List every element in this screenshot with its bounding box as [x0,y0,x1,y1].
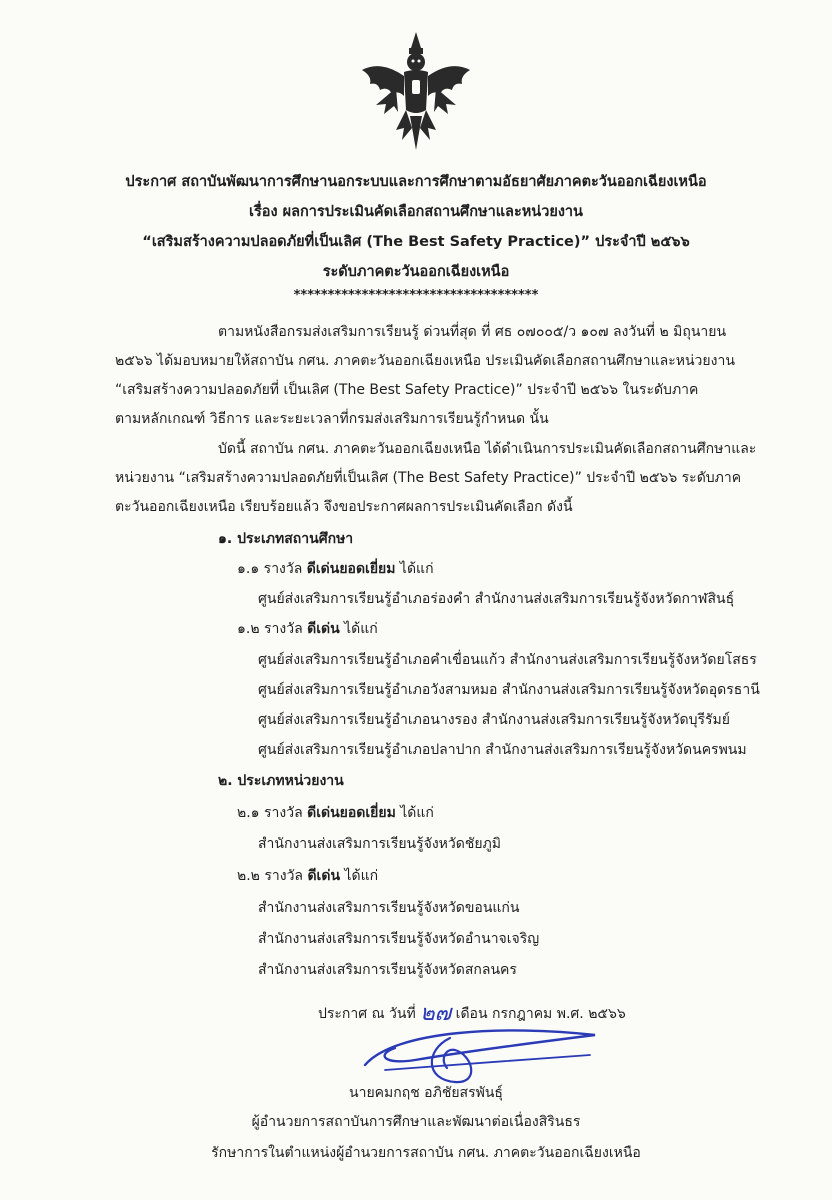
campaign-title: “เสริมสร้างความปลอดภัยที่เป็นเลิศ (The Best Safety Practice)” ประจำปี ๒๕๖๖ [142,234,690,250]
award-1-2-prefix: ๑.๒ รางวัล [237,621,303,637]
paragraph-1-line-4: ตามหลักเกณฑ์ วิธีการ และระยะเวลาที่กรมส่งเสริมการเรียนรู้กำหนด นั้น [115,411,549,427]
signature-mark [355,1010,605,1090]
award-1-1-prefix: ๑.๑ รางวัล [237,561,303,577]
announcement-subject: เรื่อง ผลการประเมินคัดเลือกสถานศึกษาและหน่วยงาน [249,204,583,220]
award-1-1-line [237,558,434,580]
award-2-2-prefix: ๒.๒ รางวัล [237,868,304,884]
level-title: ระดับภาคตะวันออกเฉียงเหนือ [322,264,510,280]
award-2-1-prefix: ๒.๑ รางวัล [237,805,303,821]
date-day-handwritten: ๒๗ [420,1001,452,1026]
paragraph-1-line-2: ๒๕๖๖ ได้มอบหมายให้สถาบัน กศน. ภาคตะวันออกเฉียงเหนือ ประเมินคัดเลือกสถานศึกษาและหน่วยงาน [115,353,735,369]
section-1-heading: ๑. ประเภทสถานศึกษา [218,531,354,547]
separator: ************************************ [293,288,539,303]
date-prefix: ประกาศ ณ วันที่ [318,1006,416,1022]
award-2-2-suffix: ได้แก่ [344,868,379,884]
paragraph-2-line-1: บัดนี้ สถาบัน กศน. ภาคตะวันออกเฉียงเหนือ ได้ดำเนินการประเมินคัดเลือกสถานศึกษาและ [218,441,757,457]
award-1-1-name: ดีเด่นยอดเยี่ยม [306,561,396,577]
paragraph-2-line-2: หน่วยงาน “เสริมสร้างความปลอดภัยที่เป็นเลิศ (The Best Safety Practice)” ประจำปี ๒๕๖๖ ระดับภาค [115,470,742,486]
award-2-1-line [237,802,434,824]
signer-title: ผู้อำนวยการสถาบันการศึกษาและพัฒนาต่อเนื่องสิรินธร [251,1114,581,1130]
list-item: ศูนย์ส่งเสริมการเรียนรู้อำเภอคำเขื่อนแก้ว สำนักงานส่งเสริมการเรียนรู้จังหวัดยโสธร [258,652,757,668]
paragraph-2-line-3: ตะวันออกเฉียงเหนือ เรียบร้อยแล้ว จึงขอประกาศผลการประเมินคัดเลือก ดังนี้ [115,499,573,515]
award-1-2-line [237,618,378,640]
award-1-1-suffix: ได้แก่ [399,561,434,577]
list-item: สำนักงานส่งเสริมการเรียนรู้จังหวัดขอนแก่น [258,900,520,916]
paragraph-1-line-3: “เสริมสร้างความปลอดภัยที่ เป็นเลิศ (The Best Safety Practice)” ประจำปี ๒๕๖๖ ในระดับภาค [115,382,699,398]
award-1-2-name: ดีเด่น [307,621,340,637]
list-item: ศูนย์ส่งเสริมการเรียนรู้อำเภอปลาปาก สำนักงานส่งเสริมการเรียนรู้จังหวัดนครพนม [258,742,747,758]
award-2-2-line [237,865,378,887]
section-2-heading: ๒. ประเภทหน่วยงาน [218,773,344,789]
announcement-title: ประกาศ สถาบันพัฒนาการศึกษานอกระบบและการศึกษาตามอัธยาศัยภาคตะวันออกเฉียงเหนือ [125,174,707,190]
list-item: ศูนย์ส่งเสริมการเรียนรู้อำเภอนางรอง สำนักงานส่งเสริมการเรียนรู้จังหวัดบุรีรัมย์ [258,712,730,728]
award-1-2-suffix: ได้แก่ [344,621,378,637]
award-2-1-name: ดีเด่นยอดเยี่ยม [307,805,396,821]
list-item: ศูนย์ส่งเสริมการเรียนรู้อำเภอวังสามหมอ สำนักงานส่งเสริมการเรียนรู้จังหวัดอุดรธานี [258,682,760,698]
acting-title: รักษาการในตำแหน่งผู้อำนวยการสถาบัน กศน. ภาคตะวันออกเฉียงเหนือ [211,1145,641,1161]
paragraph-1-line-1: ตามหนังสือกรมส่งเสริมการเรียนรู้ ด่วนที่สุด ที่ ศธ ๐๗๐๐๕/ว ๑๐๗ ลงวันที่ ๒ มิถุนายน [218,324,727,340]
award-2-1-suffix: ได้แก่ [400,805,434,821]
garuda-emblem-icon [356,30,476,152]
list-item: สำนักงานส่งเสริมการเรียนรู้จังหวัดอำนาจเจริญ [258,931,540,947]
list-item: สำนักงานส่งเสริมการเรียนรู้จังหวัดสกลนคร [258,962,517,978]
list-item: ศูนย์ส่งเสริมการเรียนรู้อำเภอร่องคำ สำนักงานส่งเสริมการเรียนรู้จังหวัดกาฬสินธุ์ [258,591,735,607]
list-item: สำนักงานส่งเสริมการเรียนรู้จังหวัดชัยภูมิ [258,836,502,852]
signer-name: นายคมกฤช อภิชัยสรพันธุ์ [349,1085,503,1101]
award-2-2-name: ดีเด่น [307,868,341,884]
date-suffix: เดือน กรกฎาคม พ.ศ. ๒๕๖๖ [455,1006,626,1022]
